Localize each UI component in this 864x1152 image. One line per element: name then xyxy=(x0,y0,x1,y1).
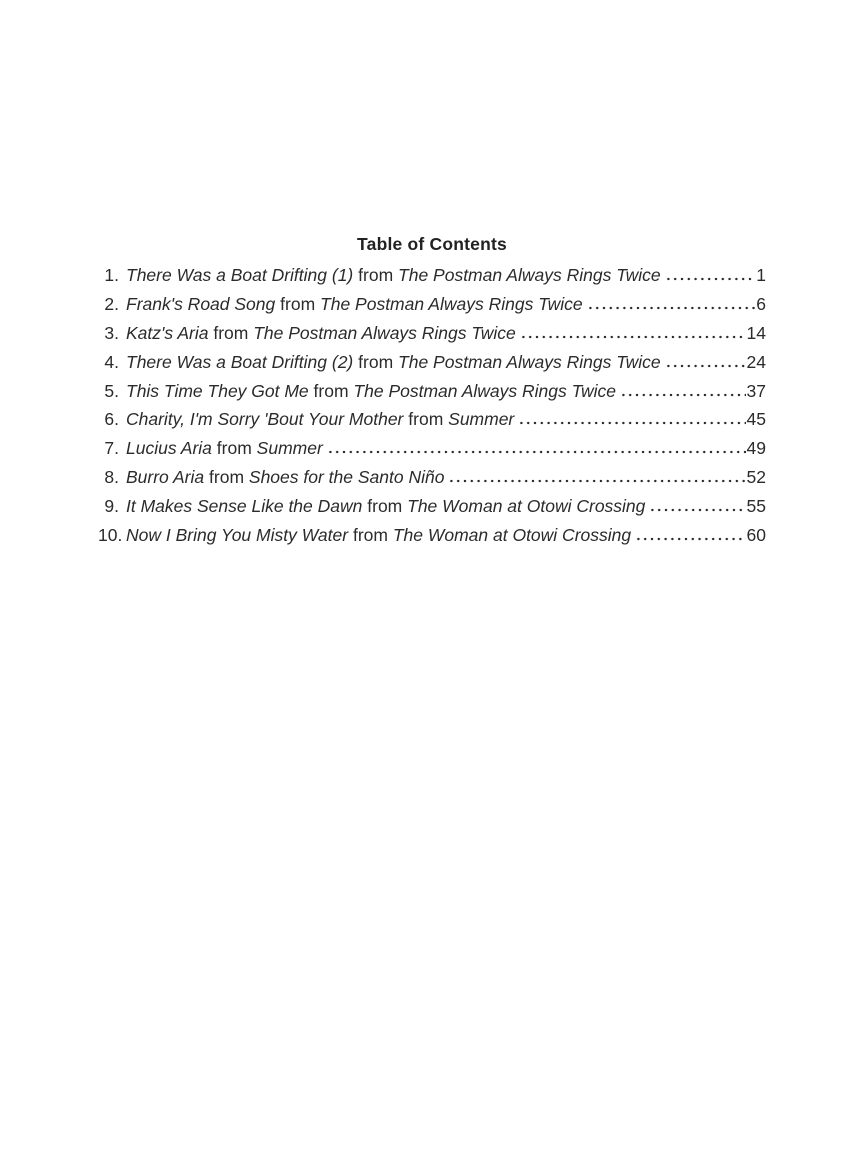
toc-entry xyxy=(98,294,766,323)
entry-work: The Postman Always Rings Twice xyxy=(398,265,661,285)
entry-number: 1. xyxy=(104,265,119,285)
entry-text xyxy=(126,467,444,488)
toc-entry xyxy=(98,496,766,525)
dot-leader xyxy=(448,479,745,483)
entry-connector: from xyxy=(313,380,349,401)
entry-number: 10. xyxy=(98,525,123,546)
entry-connector: from xyxy=(358,265,394,285)
toc-entry xyxy=(98,352,766,381)
entry-title: Katz's Aria xyxy=(126,322,209,343)
entry-page: 6 xyxy=(756,293,766,314)
entry-page: 52 xyxy=(746,467,766,488)
entry-connector: from xyxy=(216,438,252,459)
entry-text xyxy=(126,323,516,344)
toc-entry xyxy=(98,409,766,438)
entry-page: 55 xyxy=(746,496,766,517)
entry-title: Charity, I'm Sorry 'Bout Your Mother xyxy=(126,409,404,430)
entry-page: 37 xyxy=(746,380,766,401)
entry-work: Summer xyxy=(256,438,323,459)
entry-title: There Was a Boat Drifting (2) xyxy=(126,351,354,372)
toc-entry xyxy=(98,467,766,496)
page-title: Table of Contents xyxy=(357,234,507,254)
entry-text xyxy=(126,294,583,315)
entry-text xyxy=(126,525,631,546)
toc-entry xyxy=(98,381,766,410)
entry-work: Shoes for the Santo Niño xyxy=(248,467,445,488)
entry-page: 1 xyxy=(756,265,766,285)
entry-title: It Makes Sense Like the Dawn xyxy=(126,496,363,517)
entry-number: 8. xyxy=(104,467,119,488)
entry-connector: from xyxy=(213,322,249,343)
entry-page: 45 xyxy=(746,409,766,430)
toc-entry xyxy=(98,265,766,294)
entry-text xyxy=(126,496,645,517)
entry-title: Burro Aria xyxy=(126,467,205,488)
entry-page: 60 xyxy=(746,525,766,546)
entry-number: 2. xyxy=(104,293,119,314)
entry-number: 6. xyxy=(104,409,119,430)
entry-work: The Woman at Otowi Crossing xyxy=(407,496,646,517)
dot-leader xyxy=(665,364,746,368)
dot-leader xyxy=(649,508,745,512)
entry-number: 7. xyxy=(104,438,119,459)
dot-leader xyxy=(620,393,746,397)
entry-work: The Woman at Otowi Crossing xyxy=(392,525,632,546)
dot-leader xyxy=(518,421,745,425)
entry-number: 9. xyxy=(104,496,119,517)
entry-page: 14 xyxy=(746,322,766,343)
dot-leader xyxy=(635,537,745,541)
entry-page: 49 xyxy=(746,438,766,459)
toc-entry xyxy=(98,438,766,467)
entry-text xyxy=(126,409,514,430)
entry-connector: from xyxy=(367,496,403,517)
dot-leader xyxy=(587,306,756,310)
entry-work: The Postman Always Rings Twice xyxy=(253,322,516,343)
entry-title: Lucius Aria xyxy=(126,438,212,459)
entry-text xyxy=(126,438,323,459)
dot-leader xyxy=(520,335,746,339)
entry-page: 24 xyxy=(746,351,766,372)
dot-leader xyxy=(665,277,756,281)
toc-entry xyxy=(98,525,766,554)
entry-number: 4. xyxy=(104,351,119,372)
entry-connector: from xyxy=(408,409,444,430)
entry-work: Summer xyxy=(448,409,515,430)
entry-connector: from xyxy=(358,351,394,372)
entry-text xyxy=(126,381,616,402)
dot-leader xyxy=(327,450,746,454)
table-of-contents xyxy=(98,233,766,554)
entry-text xyxy=(126,265,661,286)
entry-text xyxy=(126,352,661,373)
entry-title: There Was a Boat Drifting (1) xyxy=(126,265,354,285)
entry-work: The Postman Always Rings Twice xyxy=(353,380,617,401)
toc-entry xyxy=(98,323,766,352)
entry-work: The Postman Always Rings Twice xyxy=(320,293,583,314)
entry-number: 5. xyxy=(104,380,119,401)
entry-title: Frank's Road Song xyxy=(126,293,276,314)
entry-connector: from xyxy=(209,467,245,488)
entry-work: The Postman Always Rings Twice xyxy=(398,351,661,372)
entry-number: 3. xyxy=(104,322,119,343)
entry-connector: from xyxy=(352,525,388,546)
entry-title: This Time They Got Me xyxy=(126,380,309,401)
entry-title: Now I Bring You Misty Water xyxy=(126,525,349,546)
entry-connector: from xyxy=(280,293,316,314)
